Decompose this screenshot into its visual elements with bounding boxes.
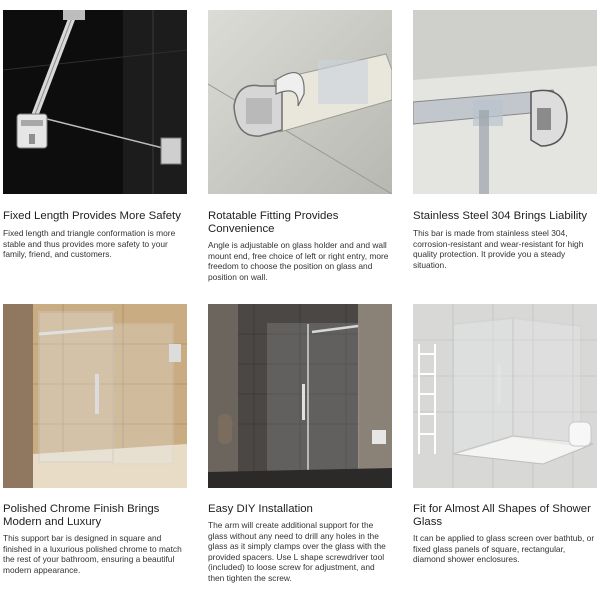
feature-image-3 <box>413 10 597 194</box>
support-bar-on-glass-image <box>3 10 187 194</box>
feature-description-6: It can be applied to glass screen over bathtub, or fixed glass panels of square, rectangular, diamond shower enclosures. <box>413 533 595 565</box>
feature-title-2: Rotatable Fitting Provides Convenience <box>208 210 339 235</box>
feature-description-1: Fixed length and triangle conformation is more stable and thus provides more safety to your family, friend, and customers. <box>3 228 176 260</box>
feature-description-3: This bar is made from stainless steel 304, corrosion-resistant and wear-resistant for high quality protection. It provide you a steady situation. <box>413 228 584 270</box>
feature-image-6 <box>413 304 597 488</box>
feature-image-5 <box>208 304 392 488</box>
feature-image-2 <box>208 10 392 194</box>
feature-description-4: This support bar is designed in square and finished in a luxurious polished chrome to match the rest of your bathroom, ensuring a beautiful modern appearance. <box>3 533 182 575</box>
rotatable-fitting-image <box>208 10 392 194</box>
feature-image-1 <box>3 10 187 194</box>
feature-title-4: Polished Chrome Finish Brings Modern and Luxury <box>3 503 160 528</box>
feature-description-5: The arm will create additional support for the glass without any need to drill any holes in the glass as it simply clamps over the glass with the provided spacers. Use L shape screwdriver tool (included) to loose screw for adjustment, and then tighten the screw. <box>208 520 386 583</box>
grey-tiled-shower-image <box>208 304 392 488</box>
feature-title-5: Easy DIY Installation <box>208 503 313 515</box>
beige-shower-enclosure-image <box>3 304 187 488</box>
stainless-steel-bar-image <box>413 10 597 194</box>
feature-title-1: Fixed Length Provides More Safety <box>3 210 181 222</box>
feature-image-4 <box>3 304 187 488</box>
feature-title-6: Fit for Almost All Shapes of Shower Glass <box>413 503 591 528</box>
feature-description-2: Angle is adjustable on glass holder and and wall mount end, free choice of left or right entry, more freedom to choose the position on glass and position on wall. <box>208 240 389 282</box>
feature-title-3: Stainless Steel 304 Brings Liability <box>413 210 588 222</box>
corner-shower-enclosure-image <box>413 304 597 488</box>
